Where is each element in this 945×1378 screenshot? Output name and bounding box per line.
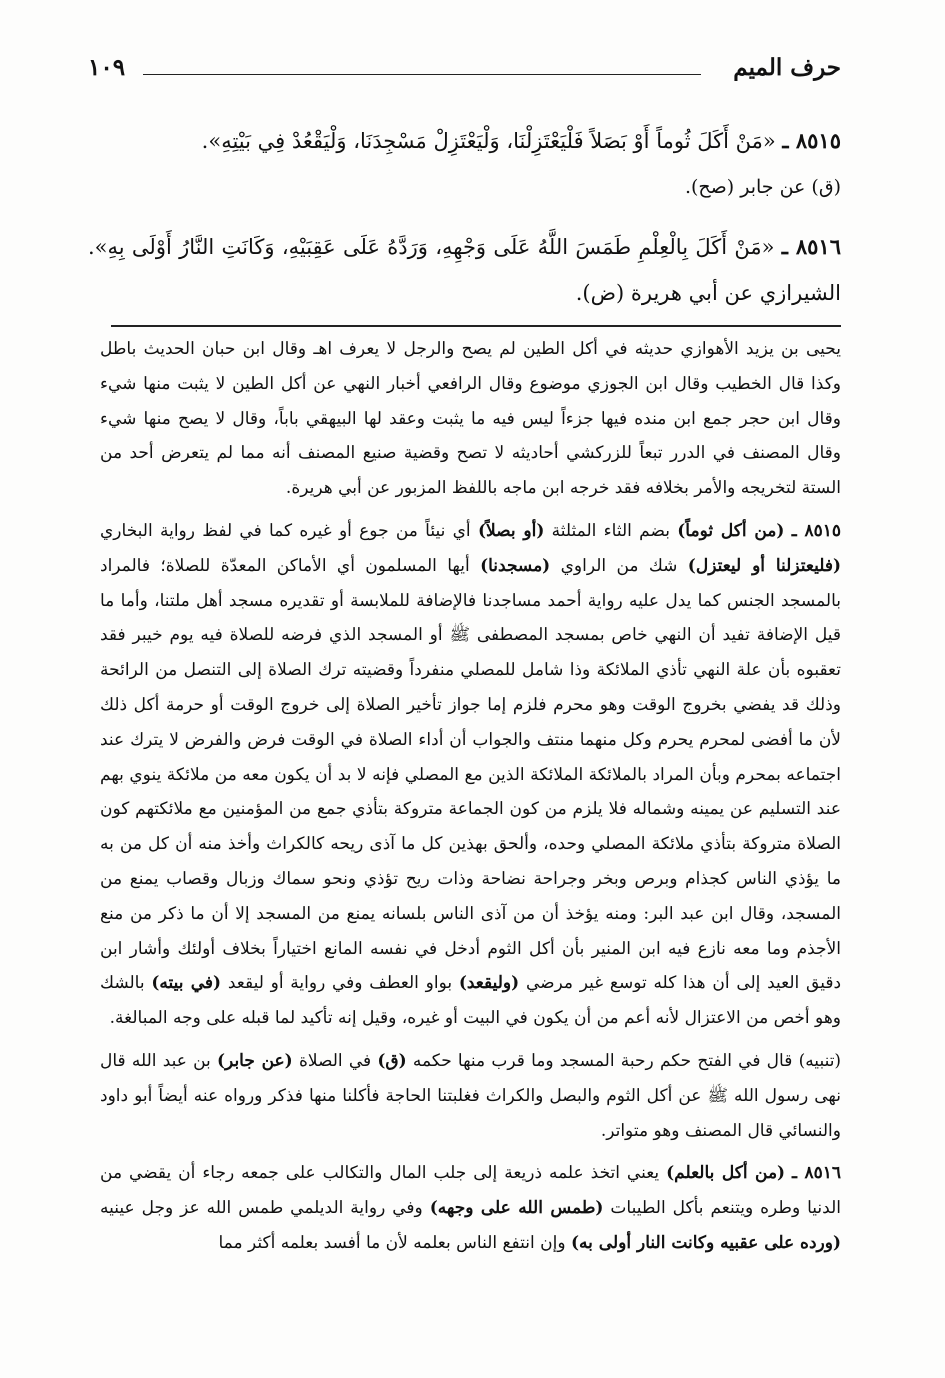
hadith-number: ٨٥١٦ ـ (781, 234, 841, 259)
quoted-phrase: (فليعتزلنا أو ليعتزل) (687, 555, 841, 576)
quoted-phrase: (مسجدنا) (480, 555, 551, 576)
tanbih-label: (تنبيه) (798, 1050, 842, 1071)
hadith-8515 (88, 118, 841, 210)
commentary-number: ٨٥١٥ ـ (791, 520, 842, 541)
commentary-text: قال في الفتح حكم رحبة المسجد وما قرب منها حكمه (412, 1050, 793, 1071)
quoted-phrase: (من أكل بالعلم) (666, 1163, 786, 1184)
hadith-source: الشيرازي عن أبي هريرة (ض). (575, 281, 841, 305)
commentary-text: أيها المسلمون أي الأماكن المعدّة للصلاة؛ فالمراد بالمسجد الجنس كما يدل عليه رواية أحمد مساجدنا فالإضافة للملابسة أو تقديره مسجد أهل ملتنا، وأما ما قيل الإضافة تفيد أن النهي خاص بمسجد المصطفى ﷺ أو المسجد الذي فرضه للصلاة فيه يوم خيبر فقد تعقبوه بأن علة النهي تأذي الملائكة وذا شامل للمصلي منفرداً وقضيته ترك الصلاة إلى التنصل من الرائحة وذلك قد يفضي بخروج الوقت وهو محرم فلزم إما جواز تأخير الصلاة إلى خروج الوقت أو حرمة أكل ذلك لأن ما أفضى لمحرم يحرم وكل منهما منتف والجواب أن أداء الصلاة في الوقت فرض والفرض لا يترك عند اجتماعه بمحرم وبأن المراد بالملائكة الملائكة الذين مع المصلي فإنه لا بد أن يكون معه من ملائكة ينوي بهم عند التسليم عن يمينه وشماله فلا يلزم من كون الجماعة متروكة بتأذي جمع من المؤمنين مع ملائكتهم كون الصلاة متروكة بتأذي ملائكة المصلي وحده، وألحق بهذين كل ما آذى ريحه كالكراث وأخذ منه أن كل من به ما يؤذي الناس كجذام وبرص وبخر وجراحة نضاحة وذات ريح تؤذي ونحو سماك وزبال وقصاب يمنع من المسجد، وقال ابن عبد البر: ومنه يؤخذ أن من آذى الناس بلسانه يمنع من المسجد إلا أن ما ذكر من منع الأجذم وما معه نازع فيه ابن المنير بأن أكل الثوم أدخل في نفسه المانع اختياراً بخلاف أولئك وأشار ابن دقيق العيد إلى أن هذا كله توسع غير مرضي (100, 555, 842, 994)
commentary-text: بضم الثاء المثلثة (551, 520, 670, 541)
quoted-phrase: (عن جابر) (217, 1050, 293, 1071)
quoted-phrase: (طمس الله على وجهه) (429, 1198, 604, 1219)
hadith-text-section (88, 118, 841, 330)
commentary-tanbih (100, 1044, 841, 1148)
quoted-phrase: (في بيته) (151, 973, 222, 994)
quoted-phrase: (ق) (377, 1050, 407, 1071)
commentary-text: بواو العطف وفي رواية أو ليقعد (227, 973, 453, 994)
page-number: ١٠٩ (88, 54, 126, 81)
commentary-text: بن عبد الله قال نهى رسول الله ﷺ عن أكل الثوم والبصل والكراث فغلبتنا الحاجة فأكلنا منها فذكر ورواه عنه أيضاً أبو داود والنسائي قال المصنف وهو متواتر. (100, 1050, 841, 1141)
hadith-text: «مَنْ أَكَلَ بِالْعِلْمِ طَمَسَ اللَّهُ عَلَى وَجْهِهِ، وَرَدَّهُ عَلَى عَقِبَيْهِ، وَكَانَتِ النَّارُ أَوْلَى بِهِ». (88, 235, 775, 259)
hadith-text: «مَنْ أَكَلَ ثُوماً أَوْ بَصَلاً فَلْيَعْتَزِلْنَا، وَلْيَعْتَزِلْ مَسْجِدَنَا، وَلْيَقْعُدْ فِي بَيْتِهِ». (201, 129, 776, 153)
commentary-continuation (100, 332, 841, 506)
chapter-title: حرف الميم (733, 54, 841, 81)
commentary-text: في الصلاة (298, 1050, 372, 1071)
hadith-number: ٨٥١٥ ـ (782, 128, 841, 153)
hadith-source: (ق) عن جابر (صح). (684, 176, 841, 198)
commentary-text: يحيى بن يزيد الأهوازي حديثه في أكل الطين لم يصح والرجل لا يعرف اهـ وقال ابن حبان الحديث باطل وكذا قال الخطيب وقال ابن الجوزي موضوع وقال الرافعي أخبار النهي عن أكل الطين لا يثبت منها شيء وقال ابن حجر جمع ابن منده فيها جزءاً ليس فيه ما يثبت وعقد لها البيهقي باباً، وقال لا يصح منها شيء وقال المصنف في الدرر تبعاً للزركشي أحاديثه لا تصح وقضية صنيع المصنف أنه مما لم يتعرض أحد من الستة لتخريجه والأمر بخلافه فقد خرجه ابن ماجه باللفظ المزبور عن أبي هريرة. (100, 339, 841, 499)
commentary-8516 (100, 1156, 841, 1260)
commentary-text: وفي رواية الديلمي طمس الله عز وجل عينيه (100, 1198, 423, 1219)
quoted-phrase: (وليقعد) (458, 973, 520, 994)
header-rule (143, 74, 701, 75)
commentary-number: ٨٥١٦ ـ (792, 1163, 842, 1184)
hadith-8516 (88, 224, 841, 316)
commentary-text: شك من الراوي (560, 555, 678, 576)
quoted-phrase: (ورده على عقبيه وكانت النار أولى به) (570, 1232, 841, 1253)
quoted-phrase: (من أكل ثوماً) (677, 520, 785, 541)
commentary-text: يعني اتخذ علمه ذريعة إلى جلب المال والتكالب على جمعه رجاء أن يقضي من الدنيا وطره ويتنعم بأكل الطيبات (100, 1163, 841, 1219)
page-header (88, 50, 841, 90)
commentary-section (100, 332, 841, 1269)
commentary-text: وإن انتفع الناس بعلمه لأن ما أفسد بعلمه أكثر مما (218, 1232, 566, 1253)
quoted-phrase: (أو بصلاً) (477, 520, 545, 541)
footnote-divider (111, 325, 841, 327)
commentary-text: أي نيئاً من جوع أو غيره كما في لفظ رواية البخاري (100, 520, 471, 541)
commentary-8515 (100, 514, 841, 1036)
commentary-text: بالشك وهو أخص من الاعتزال لأنه أعم من أن يكون في البيت أو غيره، وقيل إنه تأكيد لما قبله على وجه المبالغة. (100, 973, 841, 1029)
